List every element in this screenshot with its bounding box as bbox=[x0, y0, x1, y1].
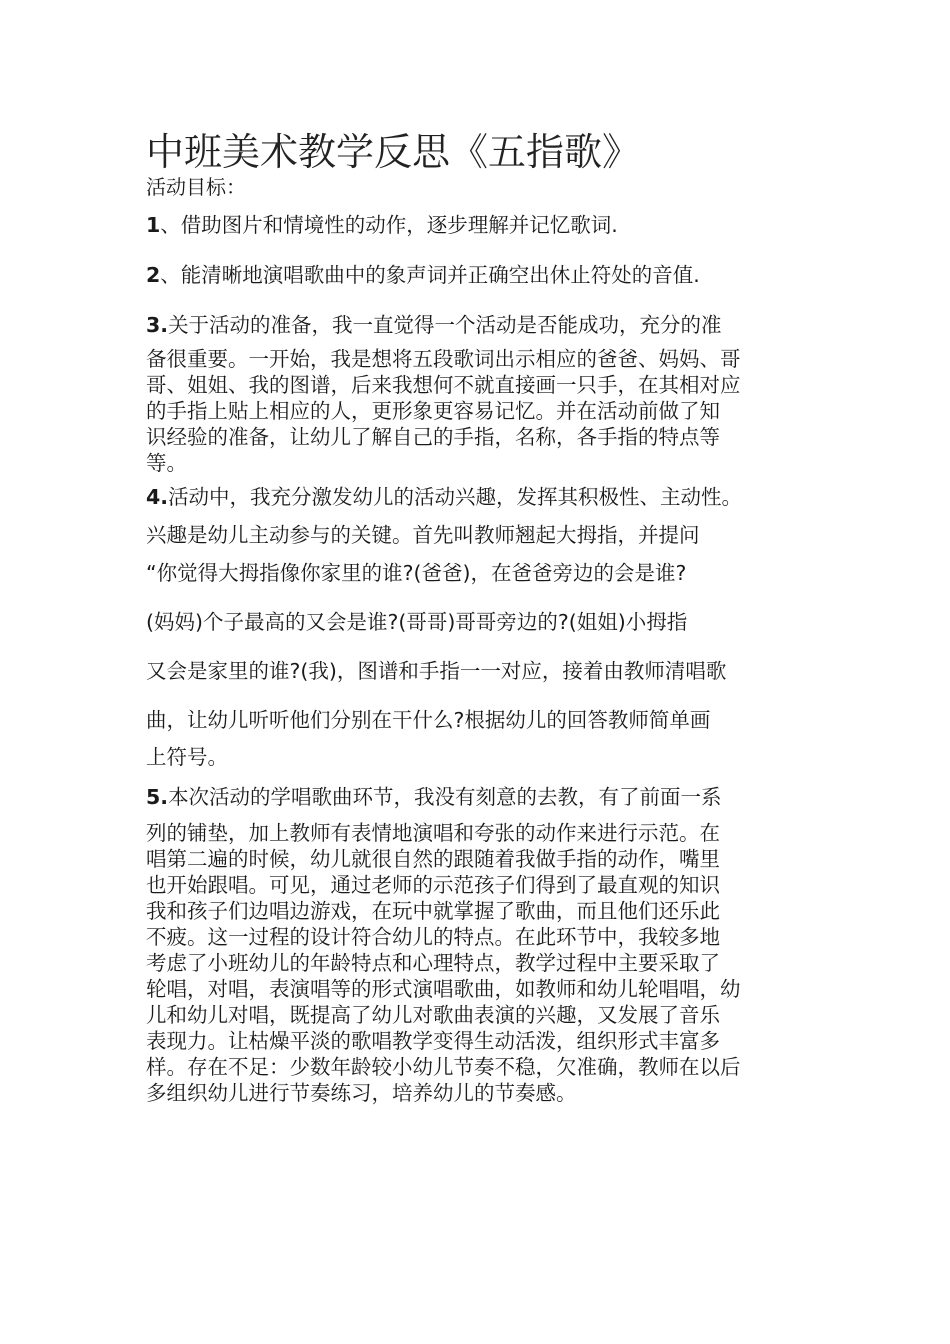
text-line bbox=[146, 1080, 577, 1106]
section-heading: 活动目标： bbox=[146, 175, 246, 199]
text-line bbox=[146, 924, 720, 950]
line-text: 本次活动的学唱歌曲环节，我没有刻意的去教，有了前面一系 bbox=[168, 785, 722, 809]
text-line bbox=[146, 212, 618, 238]
item-number: 4. bbox=[146, 485, 169, 509]
text-line bbox=[146, 312, 722, 338]
item-number: 2 bbox=[146, 263, 161, 287]
line-text: 轮唱，对唱，表演唱等的形式演唱歌曲，如教师和幼儿轮唱唱，幼 bbox=[146, 977, 741, 1001]
line-text: 表现力。让枯燥平淡的歌唱教学变得生动活泼，组织形式丰富多 bbox=[146, 1029, 720, 1053]
line-text: 活动中，我充分激发幼儿的活动兴趣，发挥其积极性、主动性。 bbox=[168, 485, 743, 509]
text-line bbox=[146, 262, 700, 288]
text-line bbox=[146, 522, 700, 548]
text-line bbox=[146, 609, 687, 635]
text-line bbox=[146, 450, 187, 476]
item-number: 3. bbox=[146, 313, 169, 337]
text-line bbox=[146, 820, 720, 846]
text-line bbox=[146, 898, 720, 924]
line-text: 识经验的准备，让幼儿了解自己的手指，名称，各手指的特点等 bbox=[146, 425, 720, 449]
text-line bbox=[146, 950, 720, 976]
line-text: 哥、姐姐、我的图谱，后来我想何不就直接画一只手，在其相对应 bbox=[146, 373, 741, 397]
line-text: 、能清晰地演唱歌曲中的象声词并正确空出休止符处的音值. bbox=[160, 263, 700, 287]
line-text: 不疲。这一过程的设计符合幼儿的特点。在此环节中，我较多地 bbox=[146, 925, 720, 949]
text-line bbox=[146, 872, 720, 898]
line-text: 等。 bbox=[146, 451, 187, 475]
line-text: 也开始跟唱。可见，通过老师的示范孩子们得到了最直观的知识 bbox=[146, 873, 720, 897]
line-text: 我和孩子们边唱边游戏，在玩中就掌握了歌曲，而且他们还乐此 bbox=[146, 899, 720, 923]
item-number: 1 bbox=[146, 213, 161, 237]
line-text: 又会是家里的谁?(我)，图谱和手指一一对应，接着由教师清唱歌 bbox=[146, 659, 727, 683]
text-line bbox=[146, 424, 720, 450]
text-line bbox=[146, 744, 228, 770]
text-line bbox=[146, 846, 720, 872]
page-title: 中班美术教学反思《五指歌》 bbox=[146, 130, 641, 174]
line-text: (妈妈)个子最高的又会是谁?(哥哥)哥哥旁边的?(姐姐)小拇指 bbox=[146, 610, 688, 634]
line-text: 兴趣是幼儿主动参与的关键。首先叫教师翘起大拇指，并提问 bbox=[146, 523, 700, 547]
line-text: 曲，让幼儿听听他们分别在干什么?根据幼儿的回答教师简单画 bbox=[146, 708, 711, 732]
text-line bbox=[146, 1002, 720, 1028]
text-line bbox=[146, 372, 741, 398]
line-text: 、借助图片和情境性的动作，逐步理解并记忆歌词. bbox=[160, 213, 618, 237]
line-text: 多组织幼儿进行节奏练习，培养幼儿的节奏感。 bbox=[146, 1081, 577, 1105]
line-text: “你觉得大拇指像你家里的谁?(爸爸)，在爸爸旁边的会是谁? bbox=[146, 561, 687, 585]
text-line bbox=[146, 1054, 741, 1080]
text-line bbox=[146, 784, 722, 810]
text-line bbox=[146, 707, 710, 733]
line-text: 备很重要。一开始，我是想将五段歌词出示相应的爸爸、妈妈、哥 bbox=[146, 347, 741, 371]
text-line bbox=[146, 484, 742, 510]
item-number: 5. bbox=[146, 785, 169, 809]
line-text: 样。存在不足：少数年龄较小幼儿节奏不稳，欠准确，教师在以后 bbox=[146, 1055, 741, 1079]
line-text: 的手指上贴上相应的人，更形象更容易记忆。并在活动前做了知 bbox=[146, 399, 720, 423]
text-line bbox=[146, 976, 741, 1002]
text-line bbox=[146, 346, 741, 372]
line-text: 列的铺垫，加上教师有表情地演唱和夸张的动作来进行示范。在 bbox=[146, 821, 720, 845]
line-text: 唱第二遍的时候，幼儿就很自然的跟随着我做手指的动作，嘴里 bbox=[146, 847, 720, 871]
line-text: 儿和幼儿对唱，既提高了幼儿对歌曲表演的兴趣，又发展了音乐 bbox=[146, 1003, 720, 1027]
text-line bbox=[146, 560, 686, 586]
text-line bbox=[146, 658, 726, 684]
line-text: 考虑了小班幼儿的年龄特点和心理特点，教学过程中主要采取了 bbox=[146, 951, 720, 975]
line-text: 上符号。 bbox=[146, 745, 228, 769]
text-line bbox=[146, 1028, 720, 1054]
text-line bbox=[146, 398, 720, 424]
line-text: 关于活动的准备，我一直觉得一个活动是否能成功，充分的准 bbox=[168, 313, 722, 337]
